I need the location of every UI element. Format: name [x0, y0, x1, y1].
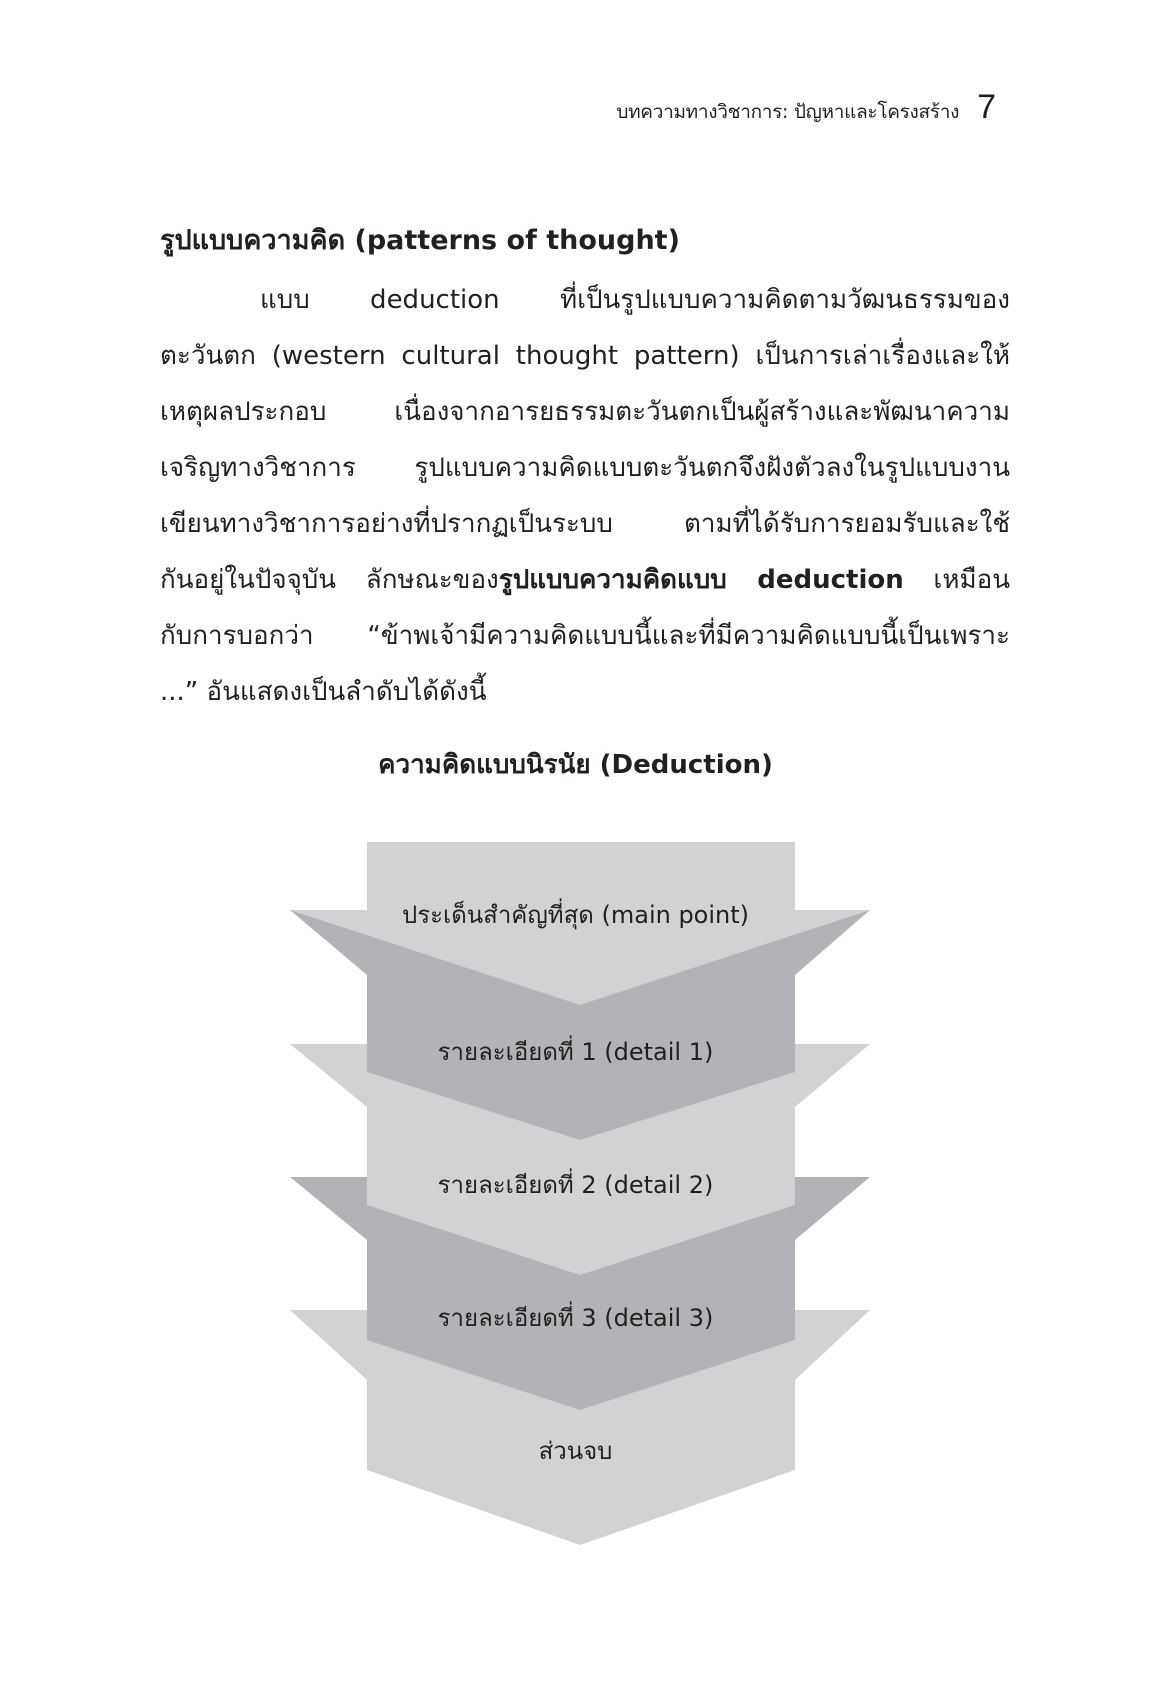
section-heading: รูปแบบความคิด (patterns of thought) [160, 225, 680, 256]
diagram-step-label: ส่วนจบ [538, 1437, 613, 1465]
paragraph-text: กันอยู่ในปัจจุบัน ลักษณะของ [160, 565, 499, 595]
figure-title: ความคิดแบบนิรนัย (Deduction) [378, 750, 773, 780]
paragraph-line: เหตุผลประกอบ เนื่องจากอารยธรรมตะวันตกเป็นผู้สร้างและพัฒนาความ [160, 397, 1010, 427]
paragraph-line: เขียนทางวิชาการอย่างที่ปรากฏเป็นระบบ ตามที่ได้รับการยอมรับและใช้ [160, 509, 1010, 539]
diagram-step-label: รายละเอียดที่ 1 (detail 1) [437, 1038, 714, 1066]
diagram-step-label: ประเด็นสำคัญที่สุด (main point) [401, 901, 750, 929]
paragraph-line: ตะวันตก (western cultural thought pattern) เป็นการเล่าเรื่องและให้ [160, 341, 1010, 371]
paragraph-line: ...” อันแสดงเป็นลำดับได้ดังนี้ [160, 677, 487, 707]
page-number: 7 [977, 88, 996, 126]
paragraph-line: เจริญทางวิชาการ รูปแบบความคิดแบบตะวันตกจึงฝังตัวลงในรูปแบบงาน [160, 453, 1010, 483]
running-title: บทความทางวิชาการ: ปัญหาและโครงสร้าง [616, 101, 960, 123]
paragraph-text: เหมือน [903, 565, 1010, 595]
bold-term: รูปแบบความคิดแบบ deduction [498, 565, 904, 595]
paragraph-line: แบบ deduction ที่เป็นรูปแบบความคิดตามวัฒนธรรมของ [260, 285, 1010, 315]
diagram-step-label: รายละเอียดที่ 2 (detail 2) [437, 1171, 714, 1199]
diagram-step-label: รายละเอียดที่ 3 (detail 3) [437, 1304, 714, 1332]
paragraph-line: กับการบอกว่า “ข้าพเจ้ามีความคิดแบบนี้และที่มีความคิดแบบนี้เป็นเพราะ [160, 621, 1010, 651]
